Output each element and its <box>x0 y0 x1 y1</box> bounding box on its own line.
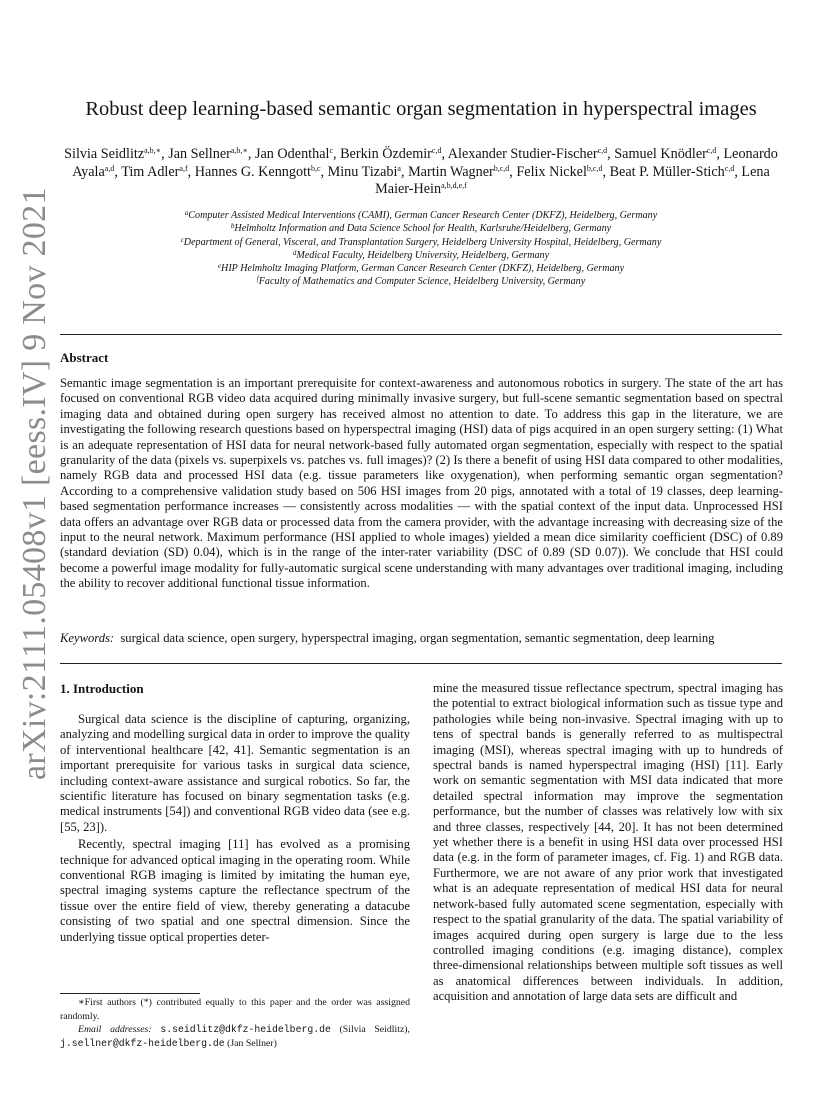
affiliation-key: b <box>230 222 235 231</box>
author-affiliation-marker: c,d <box>706 146 717 155</box>
author-name: Beat P. Müller-Stich <box>609 163 725 180</box>
affiliation <box>60 249 782 262</box>
author <box>448 146 614 162</box>
author-affiliation-marker: c <box>329 146 333 155</box>
author-name: Hannes G. Kenngott <box>194 163 311 180</box>
keywords-text: surgical data science, open surgery, hyperspectral imaging, organ segmentation, semantic segmentation, deep learning <box>120 631 715 645</box>
author-list <box>60 146 782 199</box>
email-label: Email addresses: <box>78 1024 152 1036</box>
author <box>340 146 448 162</box>
right-column <box>433 681 783 1005</box>
author-name: Alexander Studier-Fischer <box>447 146 598 162</box>
affiliation-key: a <box>184 209 189 217</box>
affiliation-text: HIP Helmholtz Imaging Platform, German Cancer Research Center (DKFZ), Heidelberg, Germany <box>221 263 625 275</box>
affiliation-text: Computer Assisted Medical Interventions (CAMI), German Cancer Research Center (DKFZ), Heidelberg, Germany <box>188 210 658 221</box>
keywords-label: Keywords: <box>60 631 115 645</box>
author-name: Tim Adler <box>121 163 180 180</box>
author <box>328 164 408 180</box>
affiliation-key: d <box>292 248 297 257</box>
abstract-body: Semantic image segmentation is an important prerequisite for context-awareness and autonomous robotics in surgery. The state of the art has focused on conventional RGB video data acquired during minimally invasive surgery, but full-scene semantic segmentation based on spectral imaging data and obtained during open surgery has received almost no attention to date. To address this gap in the literature, we are investigating the following research questions based on hyperspectral imaging (HSI) data of pigs acquired in an open surgery setting: (1) What is an adequate representation of HSI data for neural network-based fully automated organ segmentation, especially with respect to the spatial granularity of the data (pixels vs. superpixels vs. patches vs. full images)? (2) Is there a benefit of using HSI data compared to other modalities, namely RGB data and processed HSI data (e.g. tissue parameters like oxygenation), when performing semantic organ segmentation? According to a comprehensive validation study based on 506 HSI images from 20 pigs, annotated with a total of 19 classes, deep learning-based segmentation performance increases — consistently across modalities — with the spatial context of the input data. Unprocessed HSI data offers an advantage over RGB data or processed data from the camera provider, with the advantage increasing with decreasing size of the input to the neural network. Maximum performance (HSI applied to whole images) yielded a mean dice similarity coefficient (DSC) of 0.89 (standard deviation (SD) 0.04), which is in the range of the inter-rater variability (DSC of 0.89 (SD 0.07)). We conclude that HSI could become a powerful image modality for fully-automatic surgical scene understanding with many advantages over traditional imaging, including the ability to recover additional functional tissue information. <box>60 376 783 591</box>
email-sellner-name: (Jan Sellner) <box>227 1037 277 1049</box>
author-name: Berkin Özdemir <box>340 146 432 162</box>
affiliation-text: Helmholtz Information and Data Science School for Health, Karlsruhe/Heidelberg, Germany <box>234 223 612 235</box>
author <box>168 146 255 162</box>
abstract-heading: Abstract <box>60 350 109 365</box>
author-affiliation-marker: a,d <box>104 163 115 173</box>
author-affiliation-marker: a,b,d,e,f <box>441 181 467 190</box>
affiliation-key: e <box>217 262 222 271</box>
author-name: Silvia Seidlitz <box>64 146 145 162</box>
keywords <box>60 631 783 646</box>
footnotes <box>60 996 410 1050</box>
author-separator: , <box>602 163 610 180</box>
author <box>64 146 168 162</box>
author-separator: , <box>441 146 448 162</box>
author-name: Martin Wagner <box>408 163 494 180</box>
author <box>408 164 516 180</box>
author-affiliation-marker: c,d <box>597 146 608 155</box>
affiliation <box>60 222 782 235</box>
abstract-bottom-rule <box>60 663 782 664</box>
affiliation <box>60 262 782 275</box>
author-separator: , <box>320 163 328 180</box>
affiliation <box>60 209 782 222</box>
author-affiliation-marker: b,c,d <box>493 163 510 173</box>
paper-title: Robust deep learning-based semantic organ segmentation in hyperspectral images <box>85 98 757 120</box>
email-sellner[interactable]: j.sellner@dkfz-heidelberg.de <box>60 1037 225 1049</box>
author-affiliation-marker: b,c,d <box>586 163 603 173</box>
paragraph-2: Recently, spectral imaging [11] has evolved as a promising technique for advanced optical imaging in the operating room. While conventional RGB imaging is limited by imitating the human eye, spectral imaging systems capture the reflectance spectrum of the tissue over the entire field of view, thereby generating a datacube consisting of two spatial and one spectral dimension. Since the underlying tissue optical properties deter- <box>60 837 410 944</box>
author-affiliation-marker: b,c <box>310 163 321 173</box>
author-affiliation-marker: a,b,∗ <box>230 146 248 155</box>
left-column <box>60 712 410 945</box>
author-name: Leonardo Ayala <box>72 146 778 180</box>
author-name: Samuel Knödler <box>614 146 707 162</box>
author <box>610 164 742 180</box>
author-affiliation-marker: a,b,∗ <box>144 146 162 155</box>
author-affiliation-marker: a,f <box>179 163 188 173</box>
author <box>255 146 340 162</box>
author-name: Jan Sellner <box>168 146 231 162</box>
author-affiliation-marker: a <box>397 163 401 173</box>
author-separator: , <box>734 163 742 180</box>
footnote-rule <box>60 993 200 994</box>
affiliation-key: f <box>256 275 259 284</box>
author-name: Minu Tizabi <box>327 163 398 180</box>
affiliation-key: c <box>180 235 184 244</box>
paragraph-1: Surgical data science is the discipline of capturing, organizing, analyzing and modelling surgical data in order to improve the quality of interventional healthcare [42, 41]. Semantic segmentation is an important prerequisite for various tasks in surgical data science, including context-aware assistance and surgical robotics. So far, the scientific literature has focused on binary segmentation tasks (e.g. medical instruments [54]) and conventional RGB video data (see e.g. [55, 23]). <box>60 712 410 834</box>
author-name: Lena Maier-Hein <box>375 163 770 197</box>
email-seidlitz-name: (Silvia Seidlitz), <box>339 1024 411 1036</box>
footnote-first-authors: ∗First authors (*) contributed equally to this paper and the order was assigned randomly. <box>60 997 410 1022</box>
author-affiliation-marker: c,d <box>431 146 442 155</box>
footnote-emails <box>60 1023 410 1050</box>
author-separator: , <box>161 146 169 162</box>
affiliation-text: Department of General, Visceral, and Transplantation Surgery, Heidelberg University Hospital, Heidelberg, Germany <box>183 236 662 248</box>
section-heading-introduction: 1. Introduction <box>60 681 144 696</box>
arxiv-stamp: arXiv:2111.05408v1 [eess.IV] 9 Nov 2021 <box>16 187 53 780</box>
author-name: Felix Nickel <box>516 163 587 180</box>
author-separator: , <box>247 146 255 162</box>
author-name: Jan Odenthal <box>254 146 330 162</box>
affiliation-list <box>60 209 782 289</box>
affiliation-text: Faculty of Mathematics and Computer Science, Heidelberg University, Germany <box>258 276 586 288</box>
abstract-top-rule <box>60 334 782 335</box>
author-separator: , <box>607 146 615 162</box>
author-separator: , <box>400 163 409 180</box>
author <box>121 164 195 180</box>
author <box>614 146 723 162</box>
email-seidlitz[interactable]: s.seidlitz@dkfz-heidelberg.de <box>160 1024 331 1036</box>
affiliation <box>60 236 782 249</box>
author-separator: , <box>333 146 341 162</box>
affiliation-text: Medical Faculty, Heidelberg University, Heidelberg, Germany <box>296 249 550 261</box>
author <box>195 164 328 180</box>
author-separator: , <box>114 163 122 180</box>
author-separator: , <box>187 163 195 180</box>
author-affiliation-marker: c,d <box>724 163 735 173</box>
affiliation <box>60 275 782 288</box>
author-separator: , <box>716 146 724 162</box>
paragraph-3: mine the measured tissue reflectance spectrum, spectral imaging has the potential to extract biological information such as tissue type and pathologies while being non-invasive. Spectral imaging with up to tens of spectral bands is generally referred to as multispectral imaging (MSI), whereas spectral imaging with up to hundreds of spectral bands is named hyperspectral imaging (HSI) [11]. Early work on semantic segmentation with MSI data indicated that more detailed spectral information may improve the segmentation performance, but the number of classes was relatively low with six and three classes, respectively [44, 20]. It has not been determined yet whether there is a benefit in using HSI data over processed HSI data (e.g. in the form of parameter images, cf. Fig. 1) and RGB data. Furthermore, we are not aware of any prior work that investigated what is an adequate representation of medical HSI data for neural network-based fully automated scene segmentation, especially with respect to the spatial granularity of the data. The spatial variability of images acquired during open surgery is large due to the less controlled imaging conditions (e.g. imaging distance), complex three-dimensional relationships between multiple soft tissues as well as anatomical differences between individuals. In addition, acquisition and annotation of large data sets are difficult and <box>433 681 783 1004</box>
author <box>516 164 609 180</box>
author-separator: , <box>509 163 517 180</box>
